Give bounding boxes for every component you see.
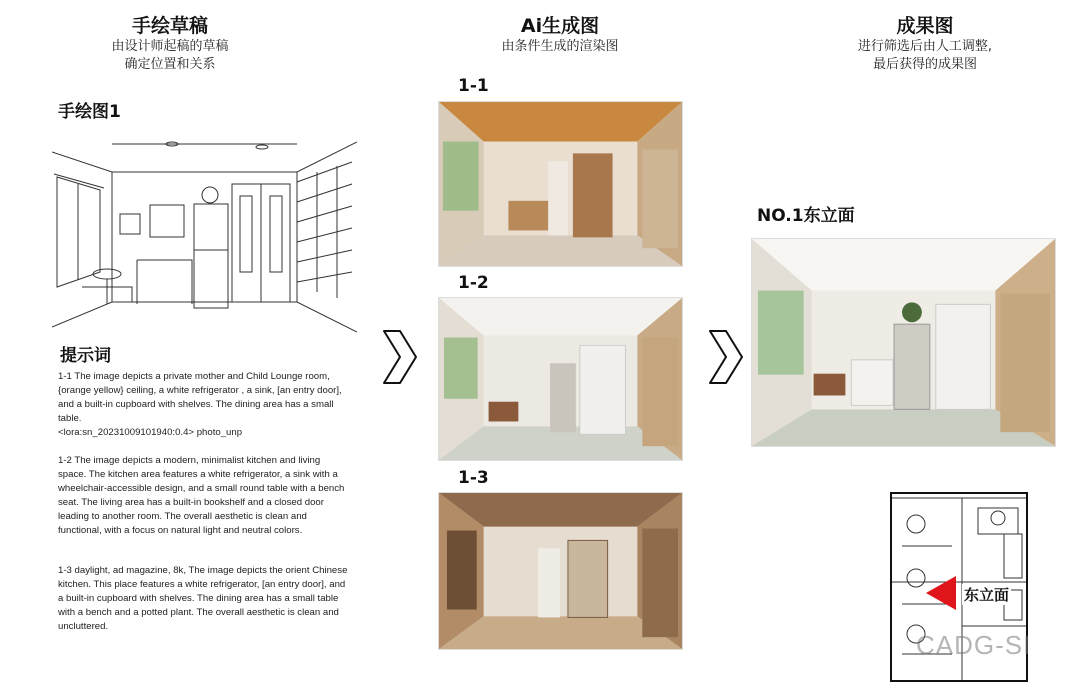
chevron-right-icon	[380, 327, 420, 387]
ai-label-3: 1-3	[458, 468, 489, 488]
plan-label: 东立面	[964, 586, 1010, 604]
result-render	[751, 238, 1056, 447]
ai-render-1-1	[438, 101, 683, 267]
prompt-3-text: 1-3 daylight, ad magazine, 8k, The image depicts the orient Chinese kitchen. This place features a white refrigerator, [an entry door], and a built-in cupboard with shelves. The dining area has a small table with a bench and a potted plant. The overall aesthetic is clean and uncluttered.	[58, 565, 348, 632]
prompt-1	[58, 370, 348, 440]
sketch-header	[60, 14, 280, 74]
result-header-line1: 进行筛选后由人工调整,	[857, 39, 993, 54]
prompt-3	[58, 564, 348, 634]
sketch-header-line1: 由设计师起稿的草稿	[111, 39, 229, 54]
prompt-2-text: 1-2 The image depicts a modern, minimalist kitchen and living space. The kitchen area features a white refrigerator, a sink with a wheelchair-accessible design, and a small round table with a bench seat. The living area has a built-in bookshelf and a closed door leading to another room. The overall aesthetic is clean and functional, with a focus on natural light and neutral colors.	[58, 455, 345, 536]
result-label: NO.1东立面	[757, 206, 855, 226]
prompt-2	[58, 454, 348, 538]
ai-header	[460, 14, 660, 56]
ai-header-line1: 由条件生成的渲染图	[501, 39, 619, 54]
chevron-right-icon	[706, 327, 746, 387]
ai-render-1-3	[438, 492, 683, 650]
result-header	[810, 14, 1040, 74]
direction-arrow-icon	[926, 576, 956, 610]
ai-label-1: 1-1	[458, 76, 489, 96]
ai-label-2: 1-2	[458, 273, 489, 293]
prompt-1-text: 1-1 The image depicts a private mother and Child Lounge room, {orange yellow} ceiling, a white refrigerator , a sink, [an entry door], and a built-in cupboard with shelves. The dining area has a small table.	[58, 371, 342, 424]
sketch-label: 手绘图1	[58, 102, 121, 122]
result-header-line2: 最后获得的成果图	[872, 57, 977, 72]
hand-sketch-image	[52, 122, 357, 334]
ai-render-1-2	[438, 297, 683, 461]
prompt-1-lora: <lora:sn_20231009101940:0.4> photo_unp	[58, 427, 243, 438]
ai-header-title: Ai生成图	[520, 15, 600, 37]
sketch-header-line2: 确定位置和关系	[124, 57, 216, 72]
result-header-title: 成果图	[896, 15, 954, 37]
watermark: CADG-SI	[916, 630, 1032, 660]
prompt-title: 提示词	[60, 346, 111, 366]
sketch-header-title: 手绘草稿	[131, 15, 208, 37]
